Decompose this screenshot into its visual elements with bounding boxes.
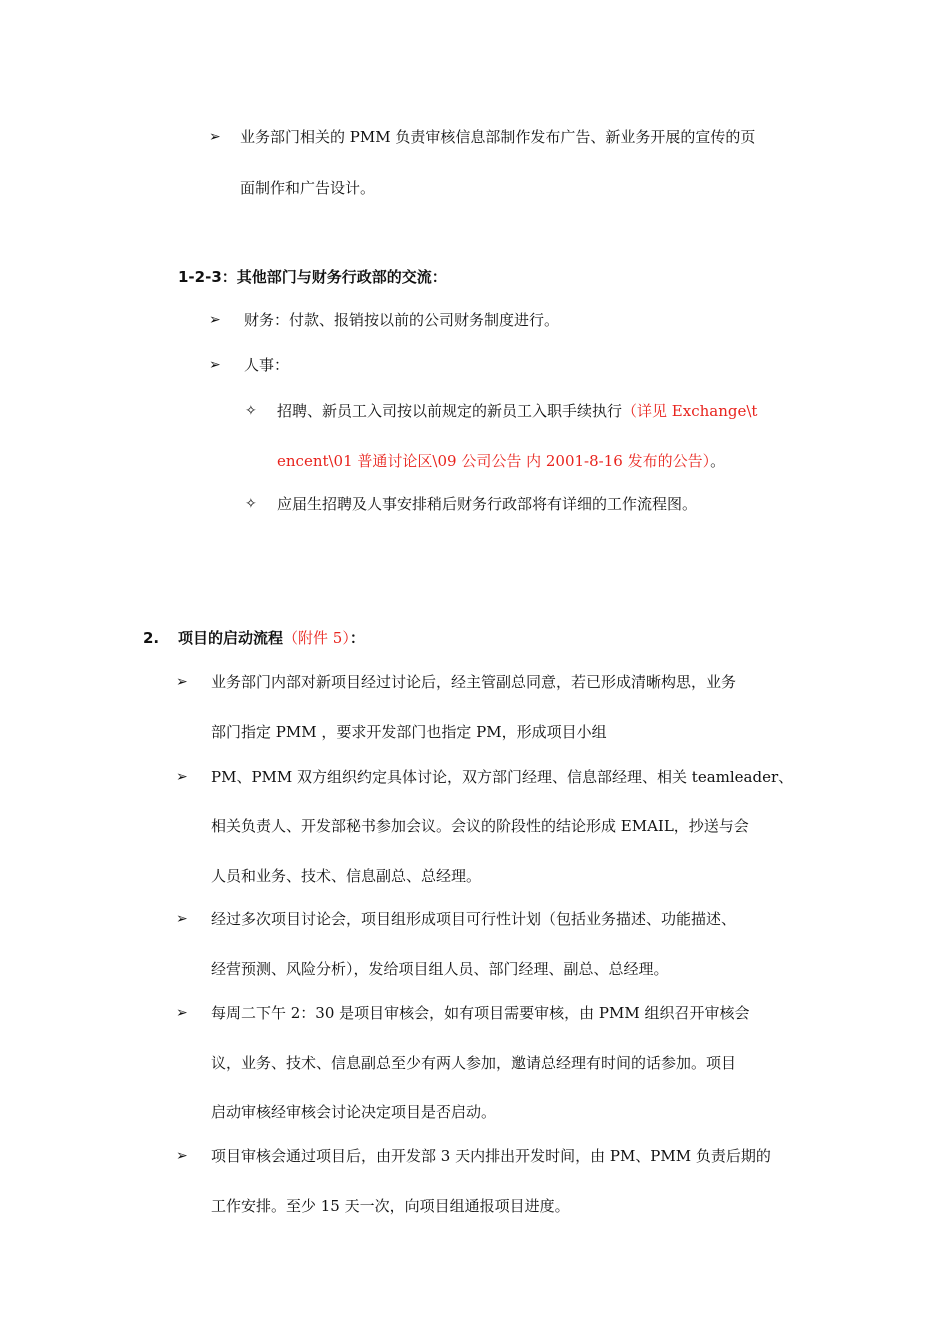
list-item: 业务部门内部对新项目经过讨论后，经主管副总同意，若已形成清晰构思，业务 bbox=[211, 673, 737, 691]
reference-link-text: （详见 Exchange\t bbox=[622, 402, 758, 420]
paragraph-line: 业务部门相关的 PMM 负责审核信息部制作发布广告、新业务开展的宣传的页 bbox=[240, 128, 756, 146]
sub-item-text: 。 bbox=[710, 452, 726, 470]
list-item-continuation: 部门指定 PMM ，要求开发部门也指定 PM，形成项目小组 bbox=[211, 723, 607, 741]
list-item: 财务：付款、报销按以前的公司财务制度进行。 bbox=[244, 311, 560, 329]
list-item-continuation: 工作安排。至少 15 天一次，向项目组通报项目进度。 bbox=[211, 1197, 570, 1215]
arrow-bullet-icon: ➢ bbox=[209, 312, 221, 328]
sub-list-item-continuation bbox=[277, 451, 725, 471]
list-item-continuation: 议，业务、技术、信息副总至少有两人参加，邀请总经理有时间的话参加。项目 bbox=[211, 1054, 737, 1072]
section-title bbox=[178, 628, 365, 648]
list-item: 每周二下午 2：30 是项目审核会，如有项目需要审核，由 PMM 组织召开审核会 bbox=[211, 1004, 750, 1022]
paragraph-line: 面制作和广告设计。 bbox=[240, 179, 376, 197]
diamond-bullet-icon: ✧ bbox=[245, 496, 257, 512]
arrow-bullet-icon: ➢ bbox=[176, 674, 188, 690]
section-number: 2. bbox=[143, 629, 160, 647]
list-item-continuation: 经营预测、风险分析），发给项目组人员、部门经理、副总、总经理。 bbox=[211, 960, 669, 978]
reference-link-text: encent\01 普通讨论区\09 公司公告 内 2001-8-16 发布的公告） bbox=[277, 452, 711, 470]
sub-list-item bbox=[277, 401, 757, 421]
list-item-continuation: 人员和业务、技术、信息副总、总经理。 bbox=[211, 867, 482, 885]
section-title-text: 项目的启动流程 bbox=[178, 629, 284, 647]
list-item: PM、PMM 双方组织约定具体讨论，双方部门经理、信息部经理、相关 teamleader、 bbox=[211, 768, 794, 786]
diamond-bullet-icon: ✧ bbox=[245, 403, 257, 419]
list-item: 项目审核会通过项目后，由开发部 3 天内排出开发时间，由 PM、PMM 负责后期的 bbox=[211, 1147, 771, 1165]
arrow-bullet-icon: ➢ bbox=[176, 1005, 188, 1021]
sub-item-text: 招聘、新员工入司按以前规定的新员工入职手续执行 bbox=[277, 402, 623, 420]
arrow-bullet-icon: ➢ bbox=[209, 357, 221, 373]
arrow-bullet-icon: ➢ bbox=[176, 911, 188, 927]
arrow-bullet-icon: ➢ bbox=[176, 769, 188, 785]
attachment-ref: （附件 5） bbox=[283, 629, 350, 647]
arrow-bullet-icon: ➢ bbox=[176, 1148, 188, 1164]
section-title-colon: ： bbox=[349, 629, 365, 647]
list-item: 人事： bbox=[244, 356, 290, 374]
list-item: 经过多次项目讨论会，项目组形成项目可行性计划（包括业务描述、功能描述、 bbox=[211, 910, 737, 928]
sub-list-item: 应届生招聘及人事安排稍后财务行政部将有详细的工作流程图。 bbox=[277, 495, 698, 513]
list-item-continuation: 相关负责人、开发部秘书参加会议。会议的阶段性的结论形成 EMAIL，抄送与会 bbox=[211, 817, 749, 835]
list-item-continuation: 启动审核经审核会讨论决定项目是否启动。 bbox=[211, 1103, 497, 1121]
arrow-bullet-icon: ➢ bbox=[209, 129, 221, 145]
section-heading: 1-2-3：其他部门与财务行政部的交流： bbox=[178, 268, 447, 286]
